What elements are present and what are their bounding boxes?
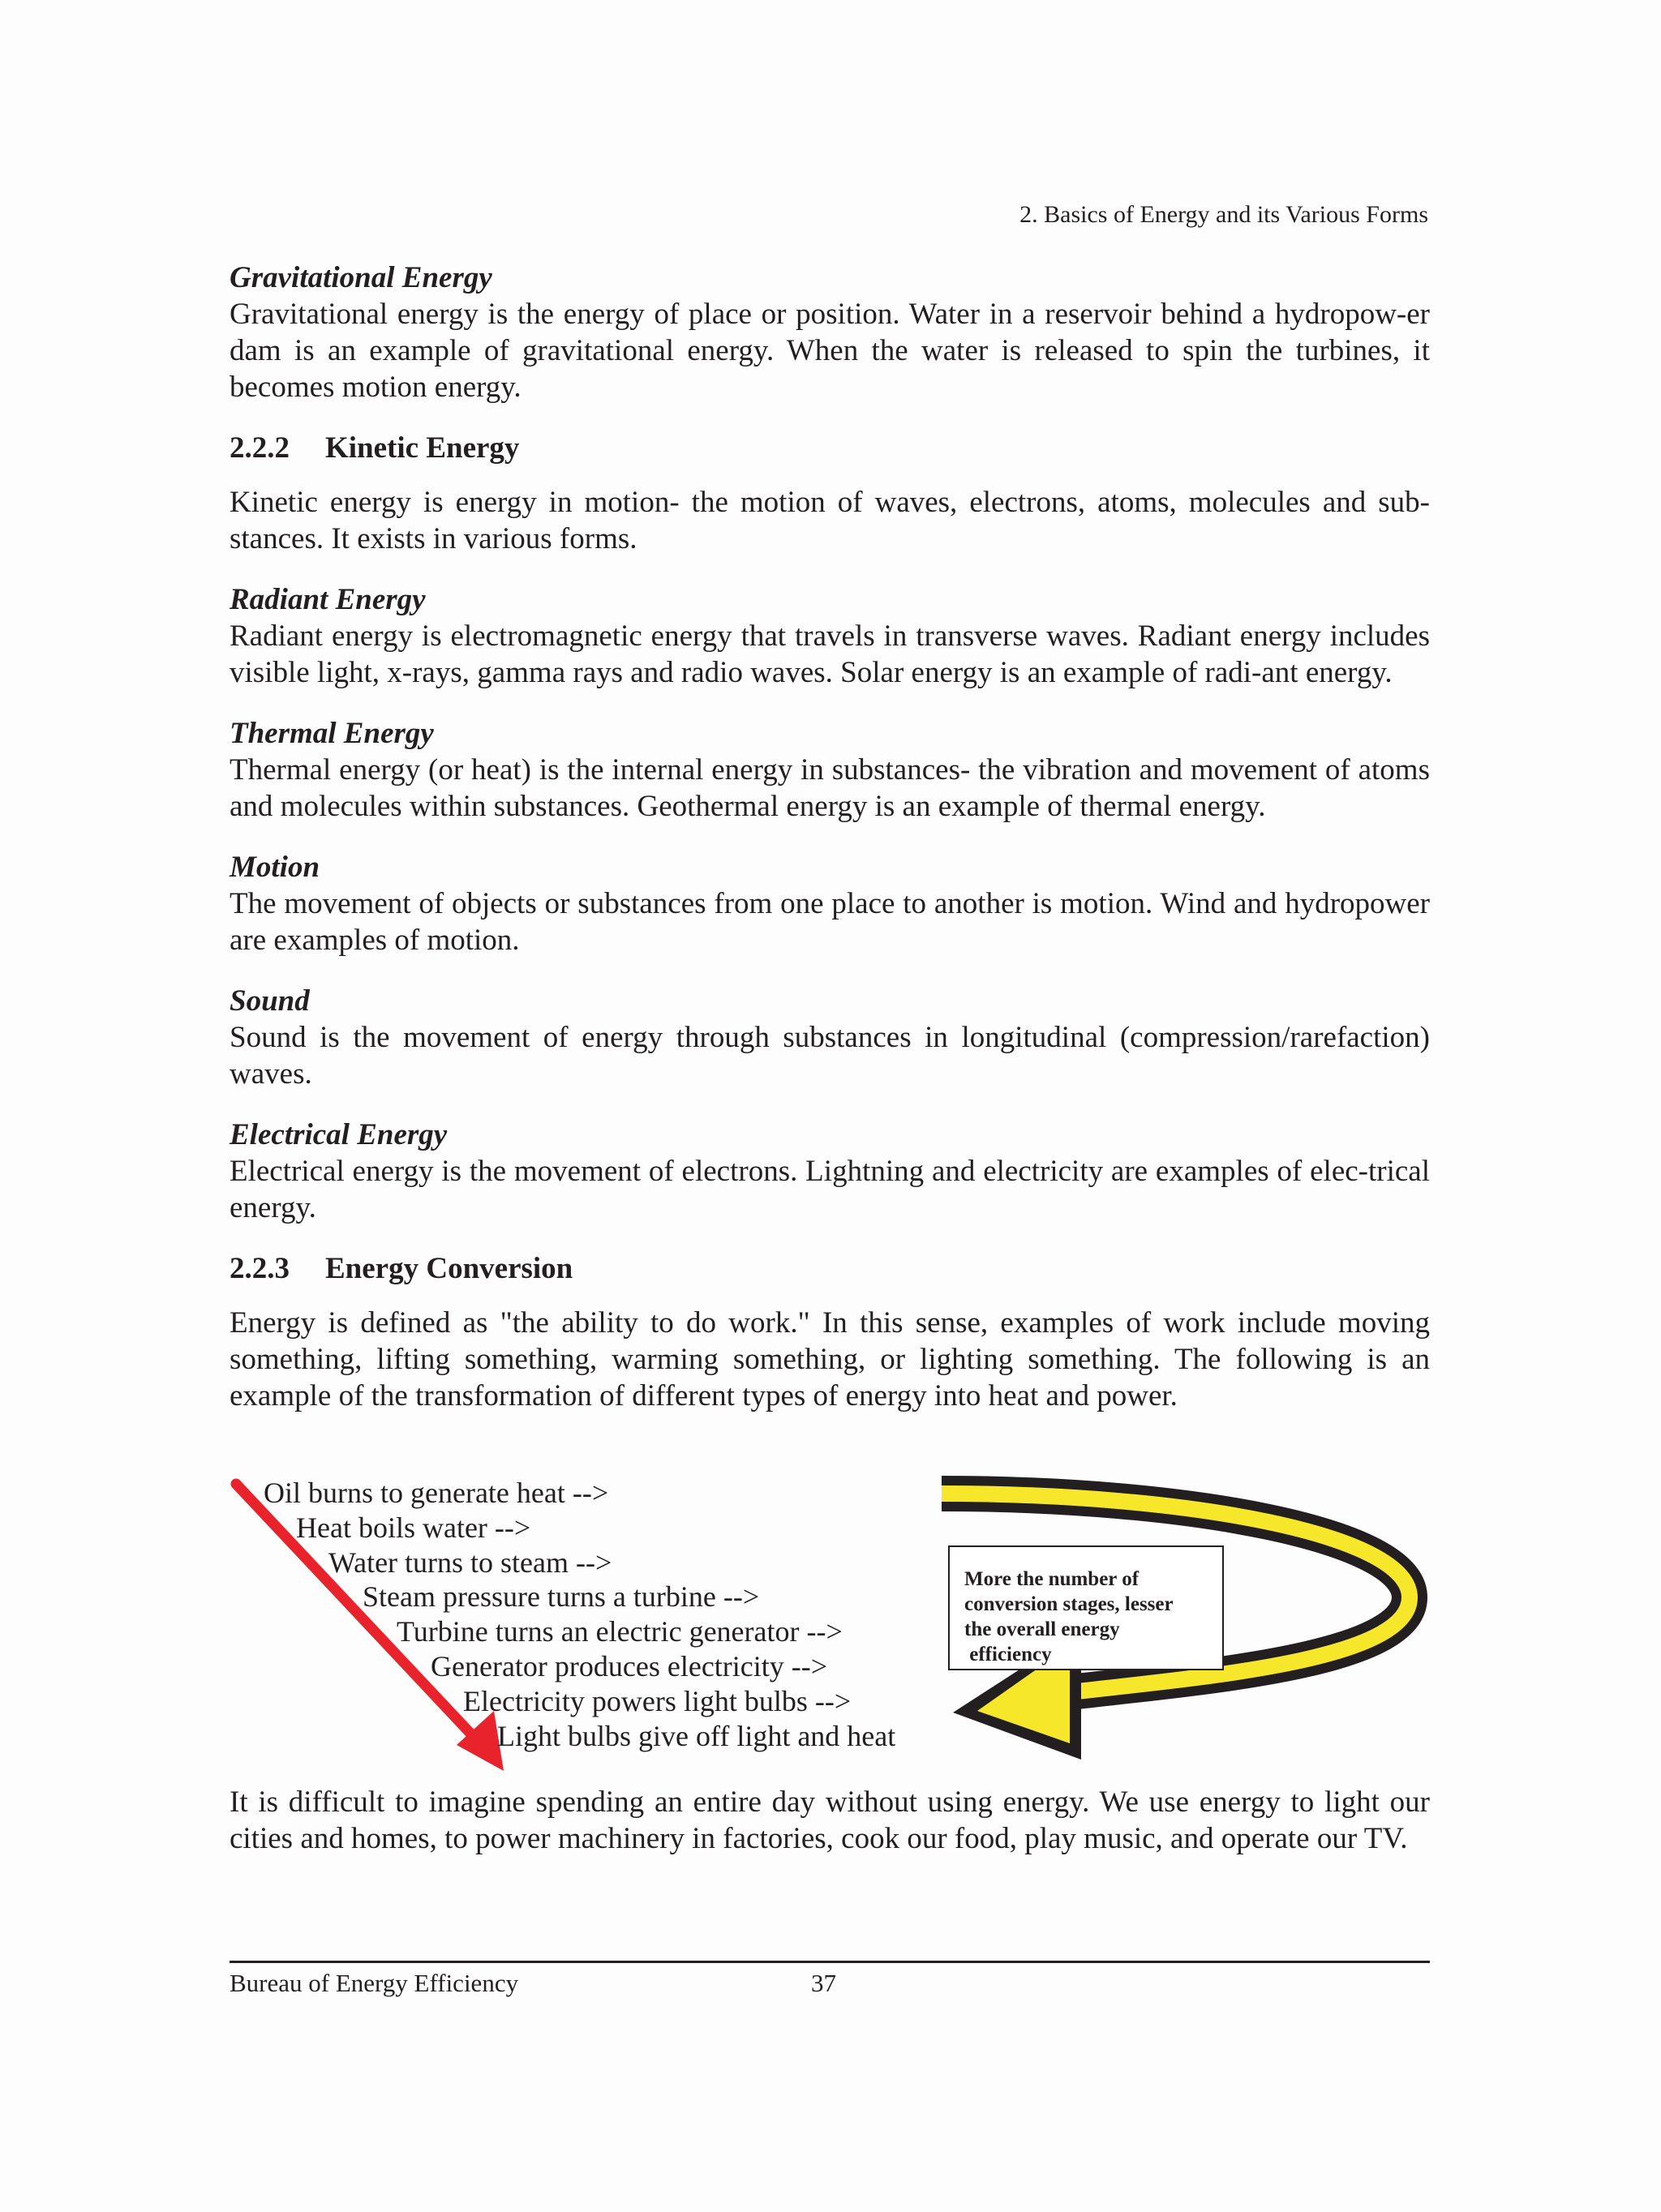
closing-paragraph: It is difficult to imagine spending an entire day without using energy. We use energy to light our cities and homes, to power machinery in factories, cook our food, play music, and operate our TV. [230, 1785, 1430, 1855]
efficiency-note-box [948, 1545, 1224, 1670]
footer-publisher: Bureau of Energy Efficiency [230, 1969, 519, 1997]
footer-divider [230, 1961, 1430, 1963]
efficiency-note-line: the overall energy [964, 1618, 1120, 1640]
energy-conversion-diagram [230, 1476, 1430, 1792]
thermal-paragraph: Thermal energy (or heat) is the internal energy in substances- the vibration and movement of atoms and molecules within substances. Geothermal energy is an example of thermal energy. [230, 753, 1430, 823]
motion-paragraph: The movement of objects or substances from one place to another is motion. Wind and hydropower are examples of motion. [230, 887, 1430, 957]
running-head: 2. Basics of Energy and its Various Forms [1019, 201, 1428, 228]
conversion-section-heading [230, 1250, 1430, 1287]
conversion-step: Steam pressure turns a turbine --> [363, 1580, 760, 1613]
conversion-step: Turbine turns an electric generator --> [397, 1615, 843, 1648]
conversion-step: Heat boils water --> [296, 1511, 531, 1544]
motion-heading: Motion [230, 851, 320, 884]
efficiency-note-line: efficiency [964, 1644, 1052, 1665]
conversion-step: Generator produces electricity --> [431, 1650, 828, 1683]
main-text [230, 259, 1430, 1414]
kinetic-section-heading [230, 430, 1430, 466]
electrical-heading: Electrical Energy [230, 1118, 448, 1151]
page-number: 37 [811, 1969, 836, 1997]
conversion-step: Oil burns to generate heat --> [264, 1477, 609, 1509]
kinetic-section-title: Kinetic Energy [325, 431, 520, 465]
gravitational-heading: Gravitational Energy [230, 261, 492, 294]
gravitational-paragraph: Gravitational energy is the energy of place or position. Water in a reservoir behind a hydropow-er dam is an example of gravitational energy. When the water is released to spin the turbines, it becomes motion energy. [230, 298, 1430, 404]
conversion-step: Electricity powers light bulbs --> [463, 1685, 852, 1717]
radiant-heading: Radiant Energy [230, 583, 426, 616]
conversion-step: Light bulbs give off light and heat [497, 1720, 896, 1752]
sound-paragraph: Sound is the movement of energy through substances in longitudinal (compression/rarefaction) waves. [230, 1021, 1430, 1091]
conversion-paragraph: Energy is defined as "the ability to do work." In this sense, examples of work include moving something, lifting something, warming something, or lighting something. The following is an example of the transformation of different types of energy into heat and power. [230, 1306, 1430, 1413]
conversion-step: Water turns to steam --> [328, 1546, 612, 1579]
kinetic-paragraph: Kinetic energy is energy in motion- the motion of waves, electrons, atoms, molecules and sub-stances. It exists in various forms. [230, 486, 1430, 555]
radiant-paragraph: Radiant energy is electromagnetic energy that travels in transverse waves. Radiant energy includes visible light, x-rays, gamma rays and radio waves. Solar energy is an example of radi-ant energy. [230, 619, 1430, 689]
conversion-section-title: Energy Conversion [325, 1252, 573, 1285]
efficiency-note-line: More the number of [964, 1568, 1140, 1590]
kinetic-section-number: 2.2.2 [230, 431, 290, 465]
efficiency-note-line: conversion stages, lesser [964, 1593, 1174, 1615]
sound-heading: Sound [230, 984, 310, 1018]
thermal-heading: Thermal Energy [230, 717, 434, 750]
electrical-paragraph: Electrical energy is the movement of electrons. Lightning and electricity are examples of elec-trical energy. [230, 1155, 1430, 1224]
conversion-section-number: 2.2.3 [230, 1252, 290, 1285]
